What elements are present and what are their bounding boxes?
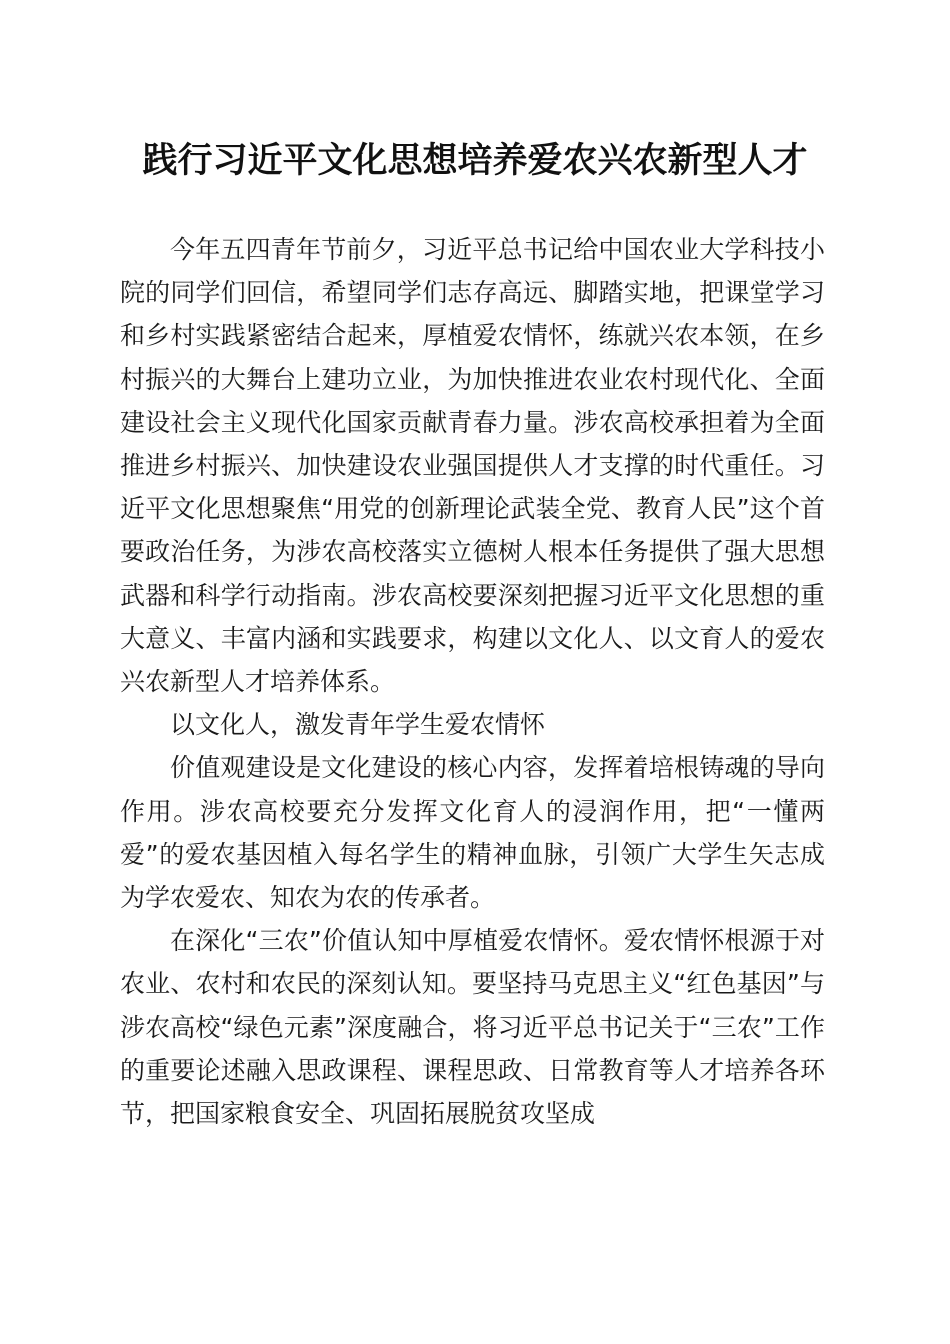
section-heading: 以文化人，激发青年学生爱农情怀 bbox=[170, 710, 546, 740]
paragraph-values: 价值观建设是文化建设的核心内容，发挥着培根铸魂的导向作用。涉农高校要充分发挥文化育人的浸润作用，把“一懂两爱”的爱农基因植入每名学生的精神血脉，引领广大学生矢志成为学农爱农、知农为农的传承者。 bbox=[120, 753, 825, 913]
paragraph-intro: 今年五四青年节前夕，习近平总书记给中国农业大学科技小院的同学们回信，希望同学们志存高远、脚踏实地，把课堂学习和乡村实践紧密结合起来，厚植爱农情怀，练就兴农本领，在乡村振兴的大舞台上建功立业，为加快推进农业农村现代化、全面建设社会主义现代化国家贡献青春力量。涉农高校承担着为全面推进乡村振兴、加快建设农业强国提供人才支撑的时代重任。习近平文化思想聚焦“用党的创新理论武装全党、教育人民”这个首要政治任务，为涉农高校落实立德树人根本任务提供了强大思想武器和科学行动指南。涉农高校要深刻把握习近平文化思想的重大意义、丰富内涵和实践要求，构建以文化人、以文育人的爱农兴农新型人才培养体系。 bbox=[120, 235, 825, 697]
document-body bbox=[120, 228, 825, 1135]
document-title: 践行习近平文化思想培养爱农兴农新型人才 bbox=[142, 140, 808, 181]
paragraph-sannong: 在深化“三农”价值认知中厚植爱农情怀。爱农情怀根源于对农业、农村和农民的深刻认知。要坚持马克思主义“红色基因”与涉农高校“绿色元素”深度融合，将习近平总书记关于“三农”工作的重要论述融入思政课程、课程思政、日常教育等人才培养各环节，把国家粮食安全、巩固拓展脱贫攻坚成 bbox=[120, 926, 825, 1129]
